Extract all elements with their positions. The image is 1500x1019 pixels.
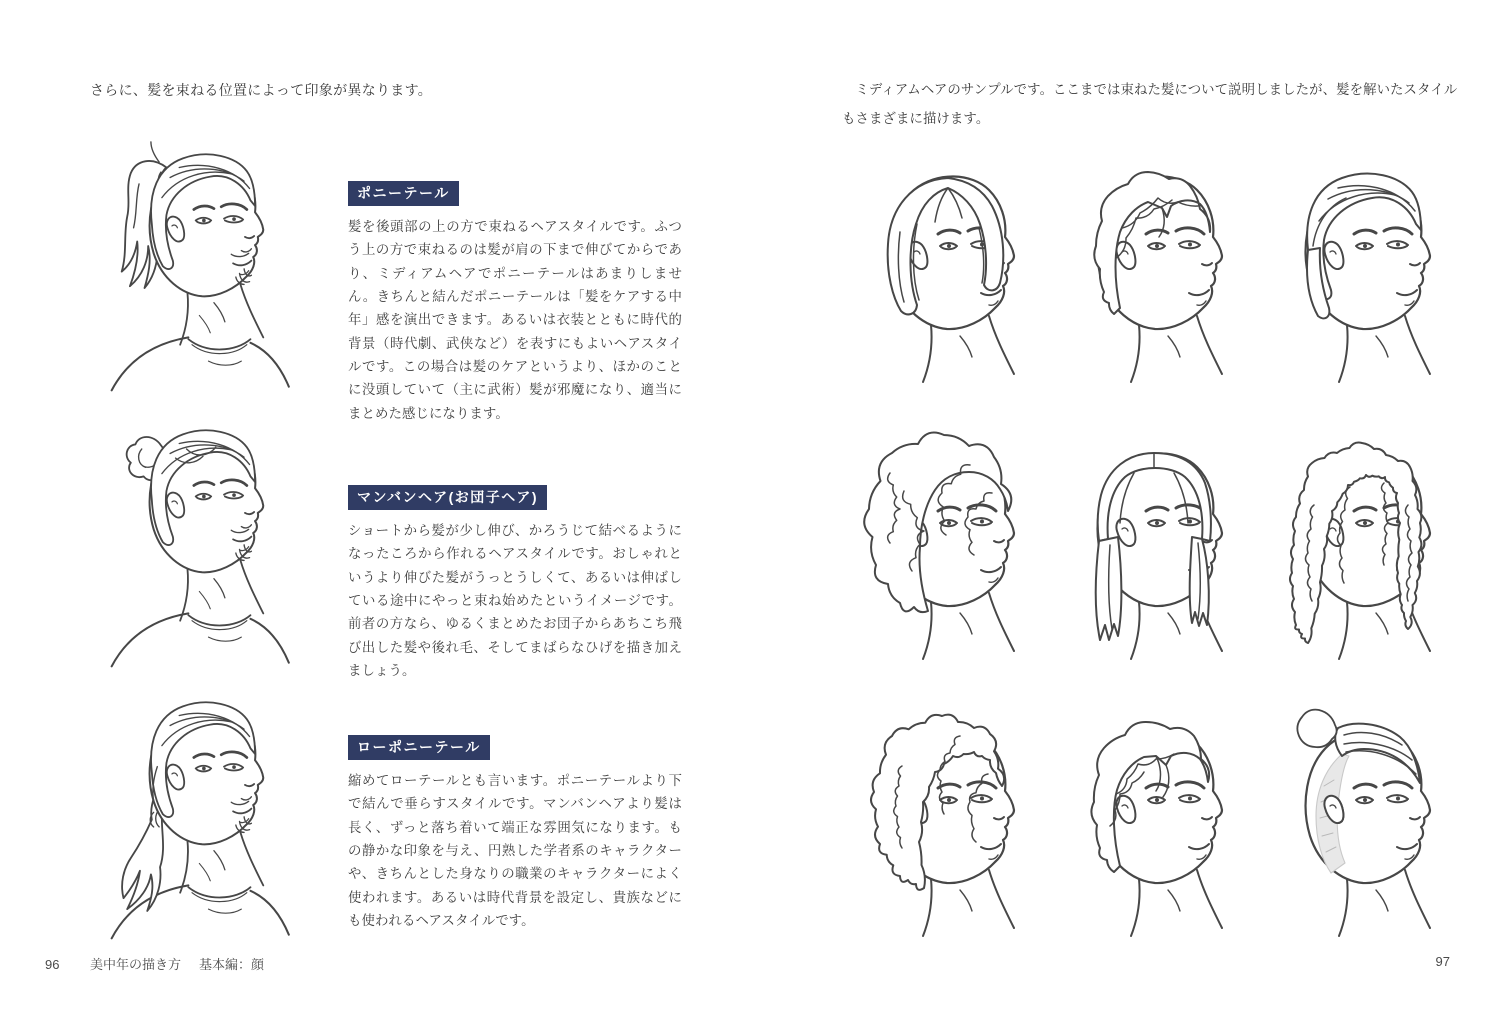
low-ponytail-bust-drawing	[95, 668, 300, 942]
illustration-high-ponytail	[95, 120, 300, 394]
page-number-left: 96	[45, 957, 60, 972]
slicked-back-medium-drawing	[1258, 136, 1458, 386]
hairstyle-sample-undercut-top-knot	[1258, 690, 1458, 940]
hairstyle-sample-slicked-back-medium	[1258, 136, 1458, 386]
wild-shaggy-medium-drawing	[842, 413, 1042, 663]
hairstyle-sample-loose-center-part-medium	[842, 136, 1042, 386]
section-body: ショートから髪が少し伸び、かろうじて結べるようになったころから作れるヘアスタイルです。おしゃれというより伸びた髪がうっとうしくて、あるいは伸ばしている途中にやっと束ね始めたというイメージです。前者の方なら、ゆるくまとめたお団子からあちこち飛び出した髪や後れ毛、そしてまばらなひげを描き加えましょう。	[348, 523, 682, 678]
section-body: 髪を後頭部の上の方で束ねるヘアスタイルです。ふつう上の方で束ねるのは髪が肩の下まで伸びてからであり、ミディアムヘアでポニーテールはあまりしません。きちんと結んだポニーテールは「髪をケアする中年」感を演出できます。あるいは衣装とともに時代的背景（時代劇、武侠など）を表すにもよいヘアスタイルです。この場合は髪のケアというより、ほかのことに没頭していて（主に武術）髪が邪魔になり、適当にまとめた感じになります。	[348, 219, 682, 421]
long-loose-curls-drawing	[1258, 413, 1458, 663]
section-body: 縮めてローテールとも言います。ポニーテールより下で結んで垂らすスタイルです。マンバンヘアより髪は長く、ずっと落ち着いて端正な雰囲気になります。もの静かな印象を与え、円熟した学者系のキャラクターや、きちんとした身なりの職業のキャラクターによく使われます。あるいは時代背景を設定し、貴族などにも使われるヘアスタイルです。	[348, 773, 682, 928]
wavy-swept-back-medium-drawing	[1050, 136, 1250, 386]
section-man-bun	[348, 485, 686, 682]
hairstyle-sample-wild-shaggy-medium	[842, 413, 1042, 663]
high-ponytail-bust-drawing	[95, 120, 300, 394]
section-heading-badge: マンバンヘア(お団子ヘア)	[348, 485, 547, 510]
left-footer	[45, 954, 264, 973]
hairstyle-sample-long-loose-curls	[1258, 413, 1458, 663]
right-intro-text: ミディアムヘアのサンプルです。ここまでは束ねた髪について説明しましたが、髪を解いたスタイルもさまざまに描けます。	[842, 82, 1458, 126]
section-heading-badge: ローポニーテール	[348, 735, 490, 760]
footer-section-title: 基本編：顔	[199, 957, 265, 972]
hairstyle-sample-wavy-swept-back-medium	[1050, 136, 1250, 386]
hairstyle-sample-tousled-wavy-medium	[1050, 690, 1250, 940]
hairstyle-grid	[842, 136, 1458, 940]
section-low-ponytail	[348, 735, 686, 932]
footer-book-title: 美中年の描き方	[90, 957, 182, 972]
undercut-top-knot-drawing	[1258, 690, 1458, 940]
section-ponytail	[348, 181, 686, 425]
illustration-man-bun	[95, 396, 300, 670]
section-heading-badge: ポニーテール	[348, 181, 459, 206]
page-number-right: 97	[1435, 954, 1450, 969]
loose-center-part-medium-drawing	[842, 136, 1042, 386]
tousled-wavy-medium-drawing	[1050, 690, 1250, 940]
long-straight-center-part-drawing	[1050, 413, 1250, 663]
hairstyle-sample-long-straight-center-part	[1050, 413, 1250, 663]
curly-medium-drawing	[842, 690, 1042, 940]
illustration-low-ponytail	[95, 668, 300, 942]
left-intro-text: さらに、髪を束ねる位置によって印象が異なります。	[90, 82, 433, 98]
hairstyle-sample-curly-medium	[842, 690, 1042, 940]
man-bun-bust-drawing	[95, 396, 300, 670]
